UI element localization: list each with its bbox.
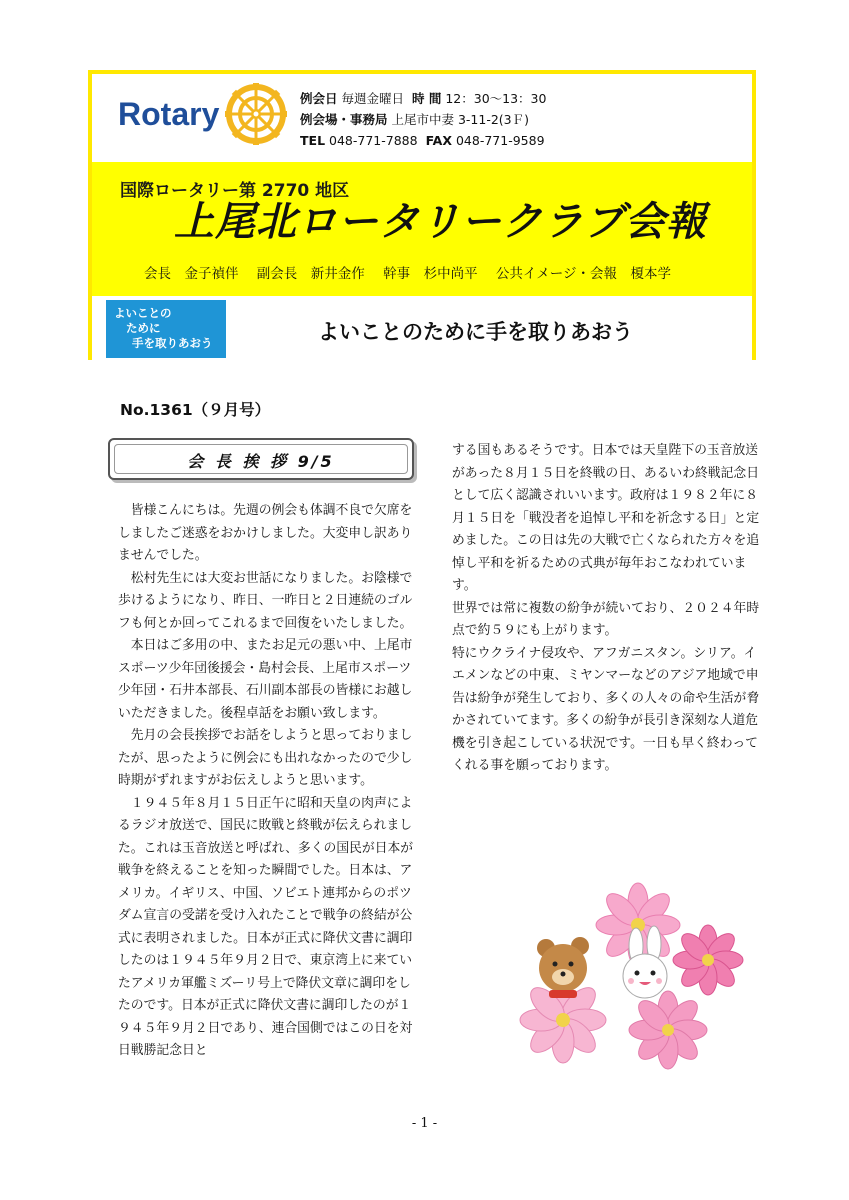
theme-badge-line: ために bbox=[126, 321, 161, 335]
paragraph: 本日はご多用の中、またお足元の悪い中、上尾市スポーツ少年団後援会・島村会長、上尾市スポーツ少年団・石井本部長、石川副本部長の皆様にお越しいただきました。後程卓話をお願い致します。 bbox=[118, 638, 413, 721]
theme-text: よいことのために手を取りあおう bbox=[318, 320, 633, 344]
rotary-wheel-icon bbox=[224, 82, 288, 146]
paragraph: 世界では常に複数の紛争が続いており、２０２４年時点で約５９にも上がります。 bbox=[452, 600, 760, 638]
greeting-title-box bbox=[108, 438, 414, 480]
officer-public-image: 公共イメージ・会報 榎本学 bbox=[495, 266, 671, 282]
paragraph: する国もあるそうです。日本では天皇陛下の玉音放送があった８月１５日を終戦の日、あるいわ終戦記念日として広く認識されいいます。政府は１９８２年に８月１５日を「戦没者を追悼し平和を祈念する日」と定めました。この日は先の大戦で亡くなられた方々を追悼し平和を祈るための式典が毎年おこなわれています。 bbox=[452, 443, 760, 593]
header-frame bbox=[88, 70, 756, 360]
left-column bbox=[118, 500, 418, 1063]
tel-label: TEL bbox=[300, 133, 326, 148]
rotary-logo bbox=[114, 82, 284, 146]
officer-vice-president: 副会長 新井金作 bbox=[256, 266, 365, 282]
theme-badge-line: よいことの bbox=[114, 306, 172, 320]
venue-label: 例会場・事務局 bbox=[300, 112, 388, 127]
officers-list bbox=[144, 262, 685, 282]
club-info bbox=[300, 88, 550, 151]
theme-badge-line: 手を取りあおう bbox=[132, 336, 213, 350]
paragraph: 特にウクライナ侵攻や、アフガニスタン。シリア。イエメンなどの中東、ミヤンマーなどのアジア地域で申告は紛争が発生しており、多くの人々の命や生活が脅かされていてます。多くの紛争が長引き深刻な人道危機を引き起こしている状況です。一日も早く終わってくれる事を願っております。 bbox=[452, 645, 760, 773]
issue-number: No.1361（９月号） bbox=[120, 401, 271, 419]
page-number: - 1 - bbox=[411, 1116, 438, 1131]
paragraph: １９４５年８月１５日正午に昭和天皇の肉声によるラジオ放送で、国民に敗戦と終戦が伝えられました。これは玉音放送と呼ばれ、多くの国民が日本が戦争を終えることを知った瞬間でした。日本は、アメリカ。イギリス、中国、ソビエト連邦からのポツダム宣言の受諾を受け入れたことで戦争の終結が公式に表明されました。日本が正式に降伏文書に調印したのは１９４５年９月２日で、東京湾上に来ていたアメリカ軍艦ミズーリ号上で降伏文章に調印をしたのです。日本が正式に降伏文書に調印したのが１９４５年９月２日であり、連合国側ではこの日を対日戦勝記念日と bbox=[118, 795, 414, 1058]
tel-number: 048-771-7888 bbox=[329, 133, 418, 148]
theme-badge bbox=[106, 300, 226, 358]
cosmos-bear-rabbit-illustration bbox=[518, 880, 748, 1070]
meeting-time-label: 時 間 bbox=[412, 91, 442, 106]
paragraph: 松村先生には大変お世話になりました。お陰様で歩けるようになり、昨日、一昨日と２日連続のゴルフも何とか回ってこれるまで回復をいたしました。 bbox=[118, 570, 413, 631]
officer-secretary: 幹事 杉中尚平 bbox=[383, 266, 478, 282]
fax-label: FAX bbox=[425, 133, 452, 148]
venue-address: 上尾市中妻 3-11-2(3Ｆ) bbox=[391, 112, 530, 127]
club-title: 上尾北ロータリークラブ会報 bbox=[174, 199, 707, 245]
paragraph: 皆様こんにちは。先週の例会も体調不良で欠席をしましたご迷惑をおかけしました。大変申し訳ありませんでした。 bbox=[118, 503, 413, 563]
fax-number: 048-771-9589 bbox=[455, 133, 545, 148]
district-label: 国際ロータリー第 2770 地区 bbox=[120, 181, 350, 201]
theme-bar bbox=[92, 296, 752, 360]
meeting-day: 毎週金曜日 bbox=[341, 91, 405, 106]
logo-text: Rotary bbox=[118, 96, 220, 132]
greeting-title: 会 長 挨 拶 9/5 bbox=[187, 452, 335, 471]
meeting-time: 12：30～13：30 bbox=[445, 91, 547, 106]
officer-president: 会長 金子禎伴 bbox=[144, 266, 239, 282]
right-column bbox=[452, 440, 764, 778]
paragraph: 先月の会長挨拶でお話をしようと思っておりましたが、思ったように例会にも出れなかったので少し時期がずれますがお伝えしようと思います。 bbox=[118, 728, 413, 788]
header-top bbox=[92, 74, 752, 162]
meeting-day-label: 例会日 bbox=[300, 91, 338, 106]
